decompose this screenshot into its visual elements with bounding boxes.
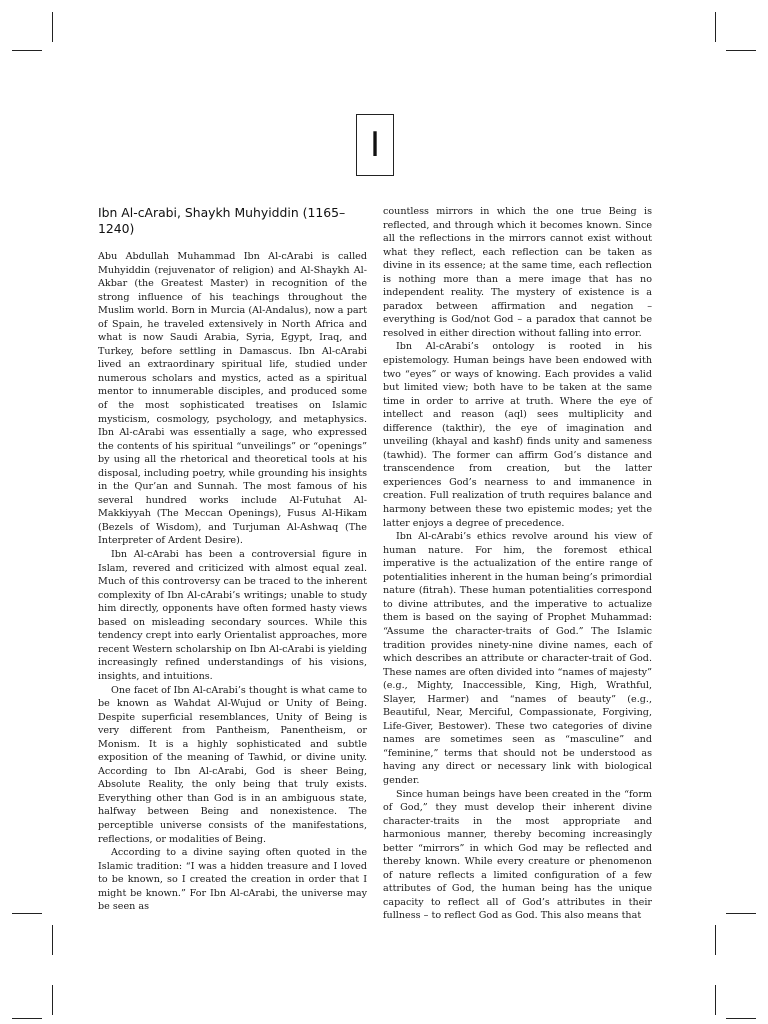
paragraph: According to a divine saying often quoted in the Islamic tradition: “I was a hidden treasure and I loved to be known, so I created the creation in order that I might be known.” For Ibn Al-cArabi, the universe may be seen as [98, 847, 367, 913]
left-column [98, 205, 367, 914]
paragraph: countless mirrors in which the one true Being is reflected, and through which it becomes known. Since all the reflections in the mirrors cannot exist without what they reflect, each reflection can be taken as divine in its essence; at the same time, each reflection is nothing more than a mere image that has no independent reality. The mystery of existence is a paradox between affirmation and negation – everything is God/not God – a paradox that cannot be resolved in either direction without falling into error. [383, 206, 652, 339]
crop-mark [52, 925, 53, 955]
paragraph: Ibn Al-cArabi’s ethics revolve around his view of human nature. For him, the foremost ethical imperative is the actualization of the entire range of potentialities inherent in the human being’s primordial nature (fitrah). These human potentialities correspond to divine attributes, and the imperative to actualize them is based on the saying of Prophet Muhammad: “Assume the character-traits of God.” The Islamic tradition provides ninety-nine divine names, each of which describes an attribute or character-trait of God. These names are often divided into “names of majesty” (e.g., Mighty, Inaccessible, King, High, Wrathful, Slayer, Harmer) and “names of beauty” (e.g., Beautiful, Near, Merciful, Compassionate, Forgiving, Life-Giver, Bestower). These two categories of divine names are sometimes seen as “masculine” and “feminine,” terms that should not be understood as having any direct or necessary link with biological gender. [383, 531, 652, 786]
crop-mark [52, 12, 53, 42]
crop-mark [12, 913, 42, 914]
paragraph: Abu Abdullah Muhammad Ibn Al-cArabi is called Muhyiddin (rejuvenator of religion) and Al-Shaykh Al-Akbar (the Greatest Master) in recognition of the strong influence of his teachings throughout the Muslim world. Born in Murcia (Al-Andalus), now a part of Spain, he traveled extensively in North Africa and what is now Saudi Arabia, Syria, Egypt, Iraq, and Turkey, before settling in Damascus. Ibn Al-cArabi lived an extraordinary spiritual life, studied under numerous scholars and mystics, acted as a spiritual mentor to innumerable disciples, and produced some of the most sophisticated treatises on Islamic mysticism, cosmology, psychology, and metaphysics. Ibn Al-cArabi was essentially a sage, who expressed the contents of his spiritual “unveilings” or “openings” by using all the rhetorical and theoretical tools at his disposal, including poetry, while grounding his insights in the Qur’an and Sunnah. The most famous of his several hundred works include Al-Futuhat Al-Makkiyyah (The Meccan Openings), Fusus Al-Hikam (Bezels of Wisdom), and Turjuman Al-Ashwaq (The Interpreter of Ardent Desire). [98, 251, 367, 547]
section-letter-box [356, 114, 394, 176]
paragraph: Ibn Al-cArabi has been a controversial figure in Islam, revered and criticized with almost equal zeal. Much of this controversy can be traced to the inherent complexity of Ibn Al-cArabi’s writings; unable to study him directly, opponents have often formed hasty views based on misleading secondary sources. While this tendency crept into early Orientalist approaches, more recent Western scholarship on Ibn Al-cArabi is yielding increasingly refined understandings of his visions, insights, and intuitions. [98, 549, 367, 682]
paragraph: Ibn Al-cArabi’s ontology is rooted in his epistemology. Human beings have been endowed with two “eyes” or ways of knowing. Each provides a valid but limited view; both have to be taken at the same time in order to arrive at truth. Where the eye of intellect and reason (aql) sees multiplicity and difference (takthir), the eye of imagination and unveiling (khayal and kashf) finds unity and sameness (tawhid). The former can affirm God’s distance and transcendence from creation, but the latter experiences God’s nearness to and immanence in creation. Full realization of truth requires balance and harmony between these two epistemic modes; yet the latter enjoys a degree of precedence. [383, 341, 652, 529]
crop-mark [726, 50, 756, 51]
crop-mark [52, 985, 53, 1015]
section-letter: I [369, 125, 381, 165]
paragraph: One facet of Ibn Al-cArabi’s thought is what came to be known as Wahdat Al-Wujud or Unity of Being. Despite superficial resemblances, Unity of Being is very different from Pantheism, Panentheism, or Monism. It is a highly sophisticated and subtle exposition of the meaning of Tawhid, or divine unity. According to Ibn Al-cArabi, God is sheer Being, Absolute Reality, the only being that truly exists. Everything other than God is in an ambiguous state, halfway between Being and nonexistence. The perceptible universe consists of the manifestations, reflections, or modalities of Being. [98, 684, 367, 845]
crop-mark [726, 1018, 756, 1019]
paragraph: Since human beings have been created in the “form of God,” they must develop their inherent divine character-traits in the most appropriate and harmonious manner, thereby becoming increasingly better “mirrors” in which God may be reflected and thereby known. While every creature or phenomenon of nature reflects a limited configuration of a few attributes of God, the human being has the unique capacity to reflect all of God’s attributes in their fullness – to reflect God as God. This also means that [383, 788, 652, 922]
crop-mark [715, 925, 716, 955]
entry-title: Ibn Al-cArabi, Shaykh Muhyiddin (1165–1240) [98, 205, 346, 236]
crop-mark [12, 50, 42, 51]
crop-mark [726, 913, 756, 914]
right-column [383, 205, 652, 923]
crop-mark [715, 12, 716, 42]
crop-mark [12, 1018, 42, 1019]
crop-mark [715, 985, 716, 1015]
